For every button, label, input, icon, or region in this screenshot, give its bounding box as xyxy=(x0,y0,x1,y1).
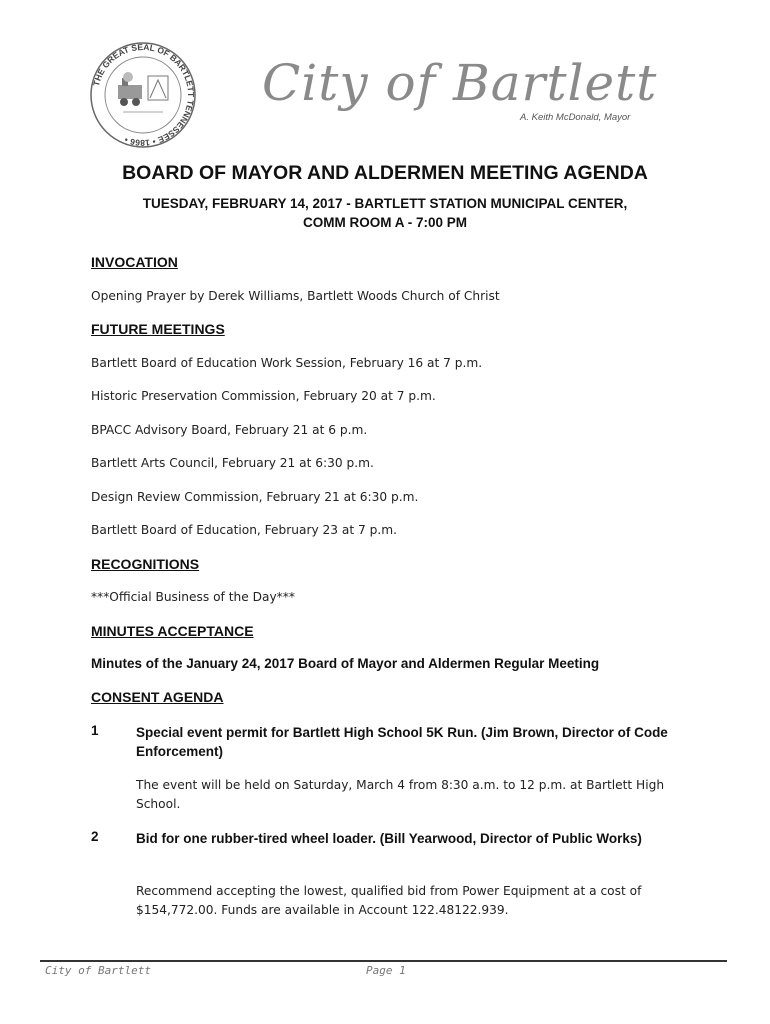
agenda-item-title: Special event permit for Bartlett High School 5K Run. (Jim Brown, Director of Code Enforcement) xyxy=(136,725,668,759)
future-meeting-item: Bartlett Board of Education Work Session, February 16 at 7 p.m. xyxy=(91,356,483,370)
recognitions-text: ***Official Business of the Day*** xyxy=(91,590,295,604)
svg-text:THE GREAT SEAL OF BARTLETT TEN: THE GREAT SEAL OF BARTLETT TENNESSEE • 1866 • xyxy=(90,41,197,149)
agenda-item-description: The event will be held on Saturday, March 4 from 8:30 a.m. to 12 p.m. at Bartlett High School. xyxy=(136,778,665,811)
city-seal-logo xyxy=(88,40,198,150)
meeting-details-line2: COMM ROOM A - 7:00 PM xyxy=(302,215,467,230)
footer-page-number: Page 1 xyxy=(366,964,406,977)
footer-divider xyxy=(40,960,727,962)
minutes-heading: MINUTES ACCEPTANCE xyxy=(91,623,254,639)
invocation-text: Opening Prayer by Derek Williams, Bartlett Woods Church of Christ xyxy=(91,289,500,303)
agenda-item-description: Recommend accepting the lowest, qualified bid from Power Equipment at a cost of $154,772.00. Funds are available in Account 122.48122.939. xyxy=(136,884,642,917)
agenda-item-title: Bid for one rubber-tired wheel loader. (Bill Yearwood, Director of Public Works) xyxy=(136,831,642,846)
agenda-item-number: 1 xyxy=(91,723,99,738)
future-meeting-item: BPACC Advisory Board, February 21 at 6 p.m. xyxy=(91,423,368,437)
page-title: BOARD OF MAYOR AND ALDERMEN MEETING AGENDA xyxy=(122,162,648,184)
agenda-item-number: 2 xyxy=(91,829,99,844)
consent-agenda-heading: CONSENT AGENDA xyxy=(91,689,224,705)
meeting-details-line1: TUESDAY, FEBRUARY 14, 2017 - BARTLETT STATION MUNICIPAL CENTER, xyxy=(142,196,628,211)
future-meeting-item: Bartlett Board of Education, February 23 at 7 p.m. xyxy=(91,523,398,537)
mayor-name: A. Keith McDonald, Mayor xyxy=(520,112,631,123)
city-logo-wordmark: City of Bartlett xyxy=(262,54,658,112)
future-meeting-item: Historic Preservation Commission, February 20 at 7 p.m. xyxy=(91,389,436,403)
future-meeting-item: Design Review Commission, February 21 at 6:30 p.m. xyxy=(91,490,419,504)
minutes-text: Minutes of the January 24, 2017 Board of Mayor and Aldermen Regular Meeting xyxy=(91,656,600,671)
footer-city-name: City of Bartlett xyxy=(45,964,151,977)
future-meetings-heading: FUTURE MEETINGS xyxy=(91,321,225,337)
meeting-details xyxy=(0,194,770,232)
invocation-heading: INVOCATION xyxy=(91,254,178,270)
recognitions-heading: RECOGNITIONS xyxy=(91,556,200,572)
future-meeting-item: Bartlett Arts Council, February 21 at 6:30 p.m. xyxy=(91,456,374,470)
